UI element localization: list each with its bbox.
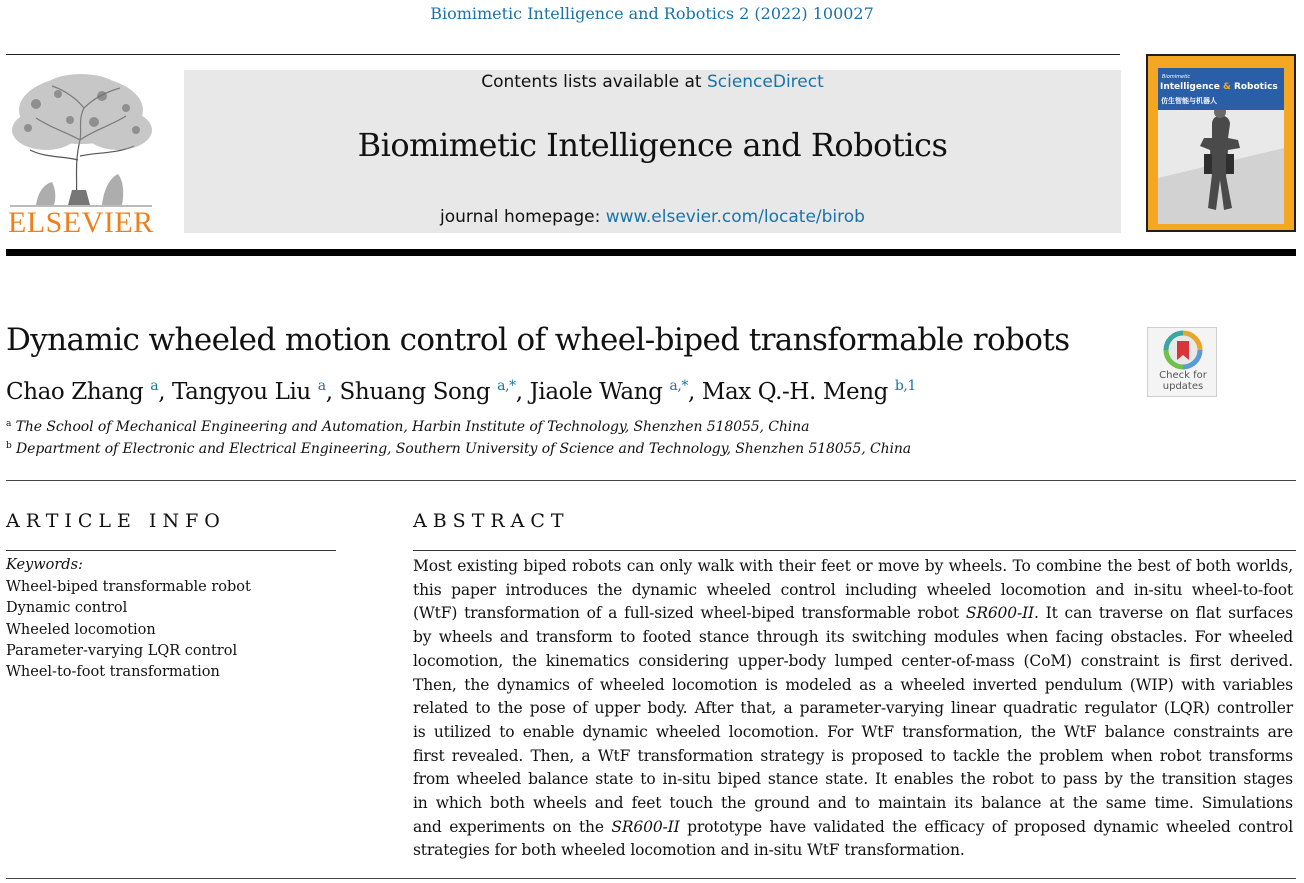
tree-icon (6, 70, 156, 210)
author-name[interactable]: Shuang Song (339, 379, 498, 405)
elsevier-wordmark: ELSEVIER (8, 206, 154, 239)
affiliation-a (6, 419, 809, 435)
top-rule (6, 54, 1120, 55)
keywords-label: Keywords: (6, 557, 83, 573)
author-name[interactable]: Tangyou Liu (172, 379, 318, 405)
abstract-line: Most existing biped robots can only walk with their feet or move by wheels. To combine the best of both worlds, (413, 557, 1293, 575)
contents-line (184, 72, 1121, 92)
author-separator: , (325, 379, 340, 405)
check-updates-line-2: updates (1162, 381, 1204, 392)
author-affiliation-mark[interactable]: b,1 (894, 378, 916, 394)
author-name[interactable]: Chao Zhang (6, 379, 151, 405)
section-divider (6, 480, 1296, 481)
abstract-line: this paper introduces the dynamic wheeled control including wheeled locomotion and in-situ wheel-to-foot (413, 580, 1293, 599)
keyword-list (6, 577, 251, 683)
abstract-rule (413, 550, 1296, 551)
check-for-updates-button[interactable] (1147, 327, 1217, 397)
abstract-line: from wheeled balance state to in-situ biped stance state. It enables the robot to pass by the transition stages (413, 770, 1293, 789)
paper-title: Dynamic wheeled motion control of wheel-biped transformable robots (6, 322, 1070, 358)
abstract-line: strategies for both wheeled locomotion and in-situ WtF transformation. (413, 841, 965, 860)
author-name[interactable]: Max Q.-H. Meng (701, 379, 895, 405)
article-info-rule (6, 550, 336, 551)
cover-title (1160, 82, 1290, 92)
author-affiliation-mark[interactable]: a,* (497, 378, 516, 394)
cover-chinese-title: 仿生智能与机器人 (1161, 97, 1217, 105)
keyword-item: Wheel-to-foot transformation (6, 664, 220, 681)
cover-title-amp: & (1222, 82, 1231, 92)
abstract-line: is utilized to enable dynamic wheeled locomotion. For WtF transformation, the WtF balance constraints are (413, 722, 1293, 741)
author-list (6, 378, 916, 405)
affiliation-a-mark: a (6, 419, 12, 429)
sciencedirect-link[interactable]: ScienceDirect (706, 72, 824, 92)
abstract-line: related to the pose of upper body. After that, a parameter-varying linear quadratic regulator (LQR) controller (413, 699, 1293, 718)
elsevier-logo[interactable] (6, 70, 156, 239)
cover-small-text: Biomimetic (1162, 74, 1191, 80)
abstract-line: locomotion, the kinematics considering upper-body lumped center-of-mass (CoM) constraint is first derived. (413, 651, 1293, 670)
bottom-rule (6, 878, 1296, 879)
homepage-prefix: journal homepage: (440, 207, 606, 227)
abstract-heading: ABSTRACT (413, 510, 570, 532)
affiliation-a-text: The School of Mechanical Engineering and Automation, Harbin Institute of Technology, Shenzhen 518055, China (15, 419, 810, 435)
abstract-line: first revealed. Then, a WtF transformation strategy is proposed to tackle the problem when robot transforms (413, 746, 1293, 765)
homepage-link[interactable]: www.elsevier.com/locate/birob (605, 207, 865, 227)
author-affiliation-mark[interactable]: a,* (669, 378, 689, 394)
check-updates-label (1148, 370, 1218, 392)
keyword-item: Dynamic control (6, 600, 128, 617)
abstract-line: Then, the dynamics of wheeled locomotion is modeled as a wheeled inverted pendulum (WIP) with variables (413, 675, 1293, 694)
journal-cover[interactable] (1146, 54, 1296, 232)
abstract-body (413, 555, 1293, 863)
running-head[interactable]: Biomimetic Intelligence and Robotics 2 (2022) 100027 (430, 4, 874, 23)
author-name[interactable]: Jiaole Wang (529, 379, 670, 405)
keyword-item: Wheel-biped transformable robot (6, 579, 251, 595)
cover-title-b: Robotics (1230, 82, 1278, 92)
keyword-item: Wheeled locomotion (6, 621, 156, 638)
homepage-line (184, 207, 1121, 227)
author-affiliation-mark[interactable]: a (150, 378, 159, 394)
robot-name: SR600-II (611, 817, 680, 836)
cover-title-a: Intelligence (1160, 82, 1223, 92)
author-affiliation-mark[interactable]: a (317, 378, 326, 394)
abstract-line: (WtF) transformation of a full-sized wheel-biped transformable robot SR600-II. It can traverse on flat surfaces (413, 604, 1294, 623)
article-info-heading: ARTICLE INFO (6, 510, 226, 532)
affiliation-b-text: Department of Electronic and Electrical Engineering, Southern University of Science and Technology, Shenzhen 518055, China (16, 441, 912, 457)
affiliation-b-mark: b (6, 441, 12, 451)
check-updates-icon (1148, 328, 1218, 370)
header-thick-rule (6, 249, 1296, 256)
keyword-item: Parameter-varying LQR control (6, 642, 238, 659)
abstract-line: by wheels and transform to footed stance through its switching modules when facing obstacles. For wheeled (413, 628, 1293, 647)
check-updates-line-1: Check for (1159, 370, 1207, 381)
journal-title: Biomimetic Intelligence and Robotics (357, 126, 948, 164)
contents-prefix: Contents lists available at (481, 72, 707, 92)
author-separator: , (688, 379, 702, 405)
affiliation-b (6, 441, 911, 457)
author-separator: , (158, 379, 173, 405)
robot-name: SR600-II (965, 604, 1035, 623)
abstract-line: and experiments on the SR600-II prototype have validated the efficacy of proposed dynamic wheeled control (413, 817, 1294, 836)
author-separator: , (515, 379, 530, 405)
abstract-line: in which both wheels and feet touch the ground and to maintain its balance at the same time. Simulations (413, 794, 1293, 813)
